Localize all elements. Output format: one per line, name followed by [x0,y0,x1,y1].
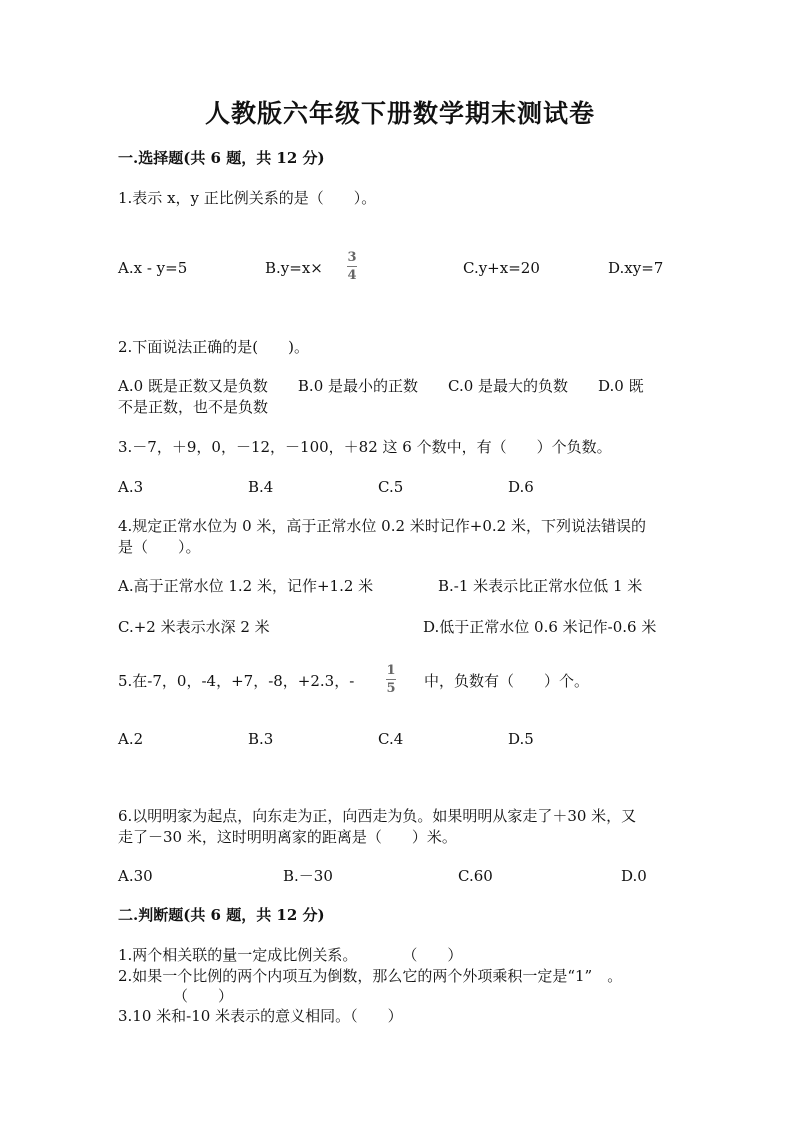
question-2-options-line-1: A.0 既是正数又是负数 B.0 是最小的正数 C.0 是最大的负数 D.0 既 [118,377,644,395]
question-4-option-a: A.高于正常水位 1.2 米，记作+1.2 米 [118,577,374,595]
fraction-bar [347,266,357,267]
question-6-option-c: C.60 [458,867,493,885]
fraction-bar [386,679,396,680]
judgment-2-line-1: 2.如果一个比例的两个内项互为倒数，那么它的两个外项乘积一定是“1” 。 [118,967,623,985]
question-5-stem-start: 5.在-7，0，-4，+7，-8，+2.3，- [118,672,355,690]
question-6-option-a: A.30 [118,867,153,885]
fraction-numerator: 3 [347,250,357,265]
question-1-stem: 1.表示 x，y 正比例关系的是（ ）。 [118,189,377,207]
question-4-option-c: C.+2 米表示水深 2 米 [118,618,270,636]
question-5-option-c: C.4 [378,730,404,748]
question-6-option-d: D.0 [621,867,647,885]
question-1-option-b: B.y=x× [265,259,323,277]
judgment-3: 3.10 米和-10 米表示的意义相同。（ ） [118,1007,403,1025]
question-6-option-b: B.－30 [283,867,333,885]
question-4-stem-line-2: 是（ ）。 [118,538,201,556]
section-heading-choice: 一.选择题(共 6 题，共 12 分) [118,149,325,167]
fraction-three-quarters [347,251,357,282]
question-3-option-c: C.5 [378,478,404,496]
question-3-option-b: B.4 [248,478,274,496]
question-2-stem: 2.下面说法正确的是( )。 [118,338,310,356]
question-6-stem-line-2: 走了－30 米，这时明明离家的距离是（ ）米。 [118,828,457,846]
question-1-option-a: A.x - y=5 [118,259,188,277]
question-5-stem-end: 中，负数有（ ）个。 [424,672,590,690]
question-2-options-line-2: 不是正数，也不是负数 [118,398,269,416]
question-3-option-d: D.6 [508,478,534,496]
section-heading-judgment: 二.判断题(共 6 题，共 12 分) [118,906,325,924]
fraction-one-fifth [386,664,396,695]
fraction-denominator: 4 [347,268,357,283]
fraction-numerator: 1 [386,663,396,678]
question-4-option-d: D.低于正常水位 0.6 米记作-0.6 米 [423,618,657,636]
question-1-option-c: C.y+x=20 [463,259,540,277]
question-3-option-a: A.3 [118,478,144,496]
question-5-option-a: A.2 [118,730,144,748]
question-3-stem: 3.－7，＋9，0，－12，－100，＋82 这 6 个数中，有（ ）个负数。 [118,438,612,456]
question-5-option-b: B.3 [248,730,274,748]
fraction-denominator: 5 [386,681,396,696]
question-5-option-d: D.5 [508,730,534,748]
judgment-2-line-2: （ ） [173,987,234,1005]
judgment-1: 1.两个相关联的量一定成比例关系。 （ ） [118,946,463,964]
question-4-option-b: B.-1 米表示比正常水位低 1 米 [438,577,643,595]
question-4-stem-line-1: 4.规定正常水位为 0 米，高于正常水位 0.2 米时记作+0.2 米，下列说法错误的 [118,517,646,535]
question-1-option-d: D.xy=7 [608,259,664,277]
page-title: 人教版六年级下册数学期末测试卷 [204,99,595,128]
question-6-stem-line-1: 6.以明明家为起点，向东走为正，向西走为负。如果明明从家走了＋30 米，又 [118,807,637,825]
